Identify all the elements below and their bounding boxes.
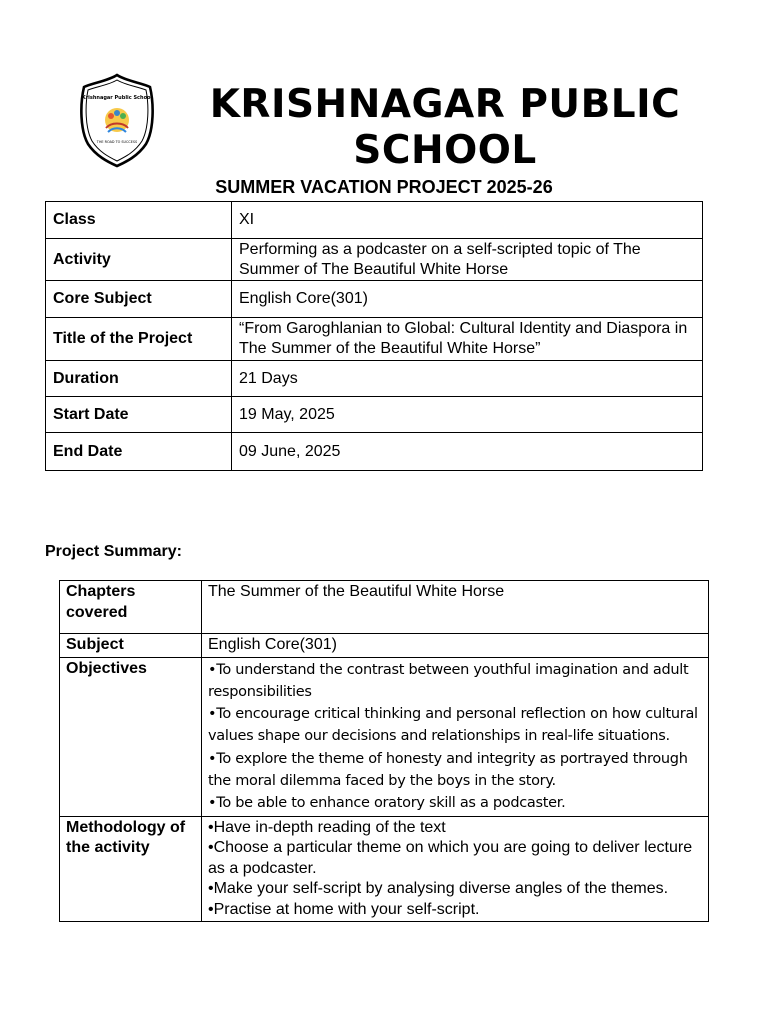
table-row — [46, 397, 703, 433]
detail-value: XI — [232, 202, 703, 239]
list-item: •To be able to enhance oratory skill as a podcaster. — [208, 795, 566, 812]
table-row — [46, 202, 703, 239]
table-row — [46, 239, 703, 281]
project-summary-heading: Project Summary: — [45, 543, 182, 560]
methodology-list — [202, 816, 709, 922]
summary-label: Subject — [60, 634, 202, 658]
detail-label: Class — [46, 202, 232, 239]
summary-value: English Core(301) — [202, 634, 709, 658]
detail-value: 21 Days — [232, 361, 703, 397]
detail-value: Performing as a podcaster on a self-scripted topic of The Summer of The Beautiful White Horse — [232, 239, 703, 281]
table-row — [46, 433, 703, 471]
detail-label: Start Date — [46, 397, 232, 433]
detail-value: “From Garoghlanian to Global: Cultural Identity and Diaspora in The Summer of the Beautiful White Horse” — [232, 318, 703, 361]
school-name-line2: SCHOOL — [353, 128, 537, 173]
list-item: •Have in-depth reading of the text — [208, 818, 446, 836]
project-heading: SUMMER VACATION PROJECT 2025-26 — [215, 177, 553, 197]
detail-value: 19 May, 2025 — [232, 397, 703, 433]
summary-label: Objectives — [60, 657, 202, 816]
table-row — [46, 361, 703, 397]
list-item: •To encourage critical thinking and personal reflection on how cultural values shape our decisions and relationships in real-life situations. — [208, 706, 698, 745]
detail-label: Activity — [46, 239, 232, 281]
list-item: •Choose a particular theme on which you are going to deliver lecture as a podcaster. — [208, 839, 693, 877]
logo-motto: THE ROAD TO SUCCESS — [96, 140, 138, 144]
objectives-list — [202, 657, 709, 816]
detail-label: Duration — [46, 361, 232, 397]
project-summary-table — [59, 580, 709, 922]
school-logo — [78, 72, 156, 168]
list-item: •To understand the contrast between youthful imagination and adult responsibilities — [208, 661, 689, 700]
school-name-line1: KRISHNAGAR PUBLIC — [209, 82, 681, 127]
logo-text: Krishnagar Public School — [81, 95, 153, 101]
detail-value: 09 June, 2025 — [232, 433, 703, 471]
table-row — [60, 816, 709, 922]
table-row — [60, 581, 709, 634]
summary-value: The Summer of the Beautiful White Horse — [202, 581, 709, 634]
detail-value: English Core(301) — [232, 281, 703, 318]
table-row — [46, 281, 703, 318]
detail-label: Title of the Project — [46, 318, 232, 361]
summary-label: Chapters covered — [60, 581, 202, 634]
detail-label: End Date — [46, 433, 232, 471]
list-item: •Practise at home with your self-script. — [208, 900, 480, 918]
table-row — [60, 657, 709, 816]
detail-label: Core Subject — [46, 281, 232, 318]
table-row — [46, 318, 703, 361]
table-row — [60, 634, 709, 658]
list-item: •Make your self-script by analysing diverse angles of the themes. — [208, 880, 669, 898]
project-details-table — [45, 201, 703, 471]
summary-label: Methodology of the activity — [60, 816, 202, 922]
school-name — [190, 82, 700, 174]
list-item: •To explore the theme of honesty and integrity as portrayed through the moral dilemma faced by the boys in the story. — [208, 750, 688, 789]
